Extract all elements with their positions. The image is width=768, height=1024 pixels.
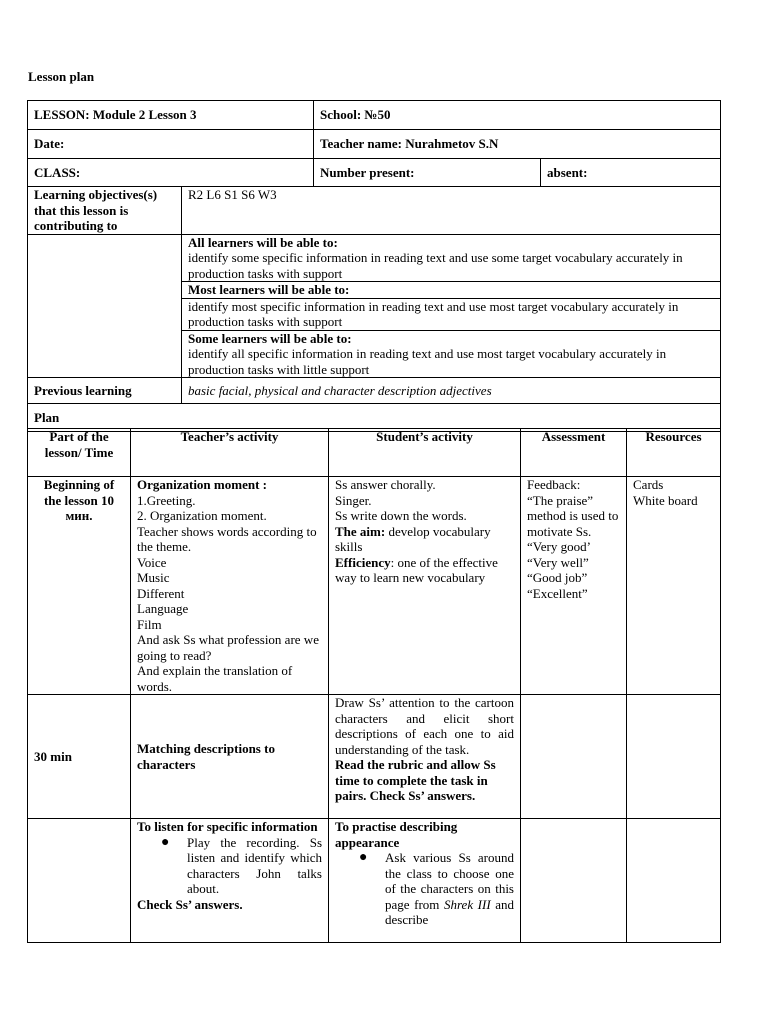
aim-text: develop vocabulary skills (335, 523, 491, 554)
lesson-cell: LESSON: Module 2 Lesson 3 (28, 101, 314, 130)
lesson-header-table (27, 100, 721, 187)
school-cell: School: №50 (314, 101, 721, 130)
row1-teacher-line: And ask Ss what profession are we going to read? (137, 632, 319, 663)
objectives-table (27, 186, 721, 432)
row2-student-text: Draw Ss’ attention to the cartoon characters and elicit short descriptions of each one to aid understanding of the task. (335, 695, 514, 757)
row3-student-title: To practise describing appearance (335, 819, 458, 850)
row1-teacher-line: And explain the translation of words. (137, 663, 293, 694)
table-row (28, 819, 721, 943)
bullet-film-title: Shrek III (443, 896, 491, 912)
row2-teacher: Matching descriptions to characters (131, 695, 329, 819)
row1-teacher-title: Organization moment : (137, 477, 267, 492)
row2-resources-cell (627, 695, 721, 819)
col-student-header: Student’s activity (329, 429, 521, 477)
objectives-spacer-cell (28, 234, 182, 378)
table-row (28, 695, 721, 819)
assessment-line: “Good job” (527, 570, 588, 585)
resource-line: Cards (633, 477, 664, 492)
row1-assessment-cell (521, 477, 627, 695)
all-learners-title: All learners will be able to: (188, 234, 338, 250)
bullet-text-b: and describe (385, 896, 515, 927)
list-item: ● Play the recording. Ss listen and identify which characters John talks about. (161, 835, 322, 897)
assessment-line: “The praise” method is used to motivate Ss. (527, 492, 619, 539)
row1-teacher-line: Different (137, 585, 185, 601)
row1-student-line: Ss answer chorally. (335, 477, 436, 492)
row1-teacher-line: Voice (137, 554, 167, 570)
objectives-codes: R2 L6 S1 S6 W3 (182, 187, 721, 235)
col-resources-header: Resources (627, 429, 721, 477)
col-part-header: Part of the lesson/ Time (28, 429, 131, 477)
row1-student-line: Ss write down the words. (335, 508, 467, 523)
row1-teacher-cell (131, 477, 329, 695)
most-learners-title: Most learners will be able to: (182, 282, 721, 299)
list-item (359, 850, 514, 928)
row3-teacher-title: To listen for specific information (137, 819, 318, 834)
document-title: Lesson plan (28, 69, 95, 84)
previous-learning-text: basic facial, physical and character description adjectives (182, 378, 721, 404)
row2-student-bold: Read the rubric and allow Ss time to complete the task in pairs. Check Ss’ answers. (335, 757, 496, 803)
absent-cell: absent: (541, 159, 721, 187)
some-learners-title: Some learners will be able to: (182, 330, 721, 346)
resource-line: White board (633, 492, 698, 508)
row1-student-line: Singer. (335, 492, 372, 508)
row1-teacher-line: Language (137, 601, 189, 616)
row1-teacher-line: Film (137, 616, 162, 632)
number-present-cell: Number present: (314, 159, 541, 187)
row1-teacher-line: 1.Greeting. (137, 492, 196, 508)
row1-teacher-line: 2. Organization moment. (137, 508, 267, 523)
plan-table (27, 428, 721, 943)
efficiency-label: Efficiency (335, 554, 391, 570)
assessment-line: Feedback: (527, 477, 581, 492)
date-cell: Date: (28, 130, 314, 159)
row3-part (28, 819, 131, 943)
most-learners-text: identify most specific information in reading text and use most target vocabulary accurately in production tasks with support (182, 298, 721, 330)
bullet-text-a: Ask various Ss around the class to choose one of the characters on this page from (385, 850, 514, 912)
assessment-line: “Very good’ (527, 539, 591, 554)
previous-learning-label: Previous learning (28, 378, 182, 404)
row3-teacher-check: Check Ss’ answers. (137, 896, 243, 912)
row3-teacher-cell (131, 819, 329, 943)
row1-resources-cell (627, 477, 721, 695)
row1-student-aim (335, 524, 514, 555)
plan-label: Plan (28, 404, 721, 432)
objectives-label: Learning objectives(s) that this lesson is contributing to (28, 187, 182, 235)
row3-resources-cell (627, 819, 721, 943)
row1-teacher-line: Teacher shows words according to the theme. (137, 523, 317, 554)
row1-teacher-line: Music (137, 570, 170, 585)
class-cell: CLASS: (28, 159, 314, 187)
assessment-line: “Very well” (527, 554, 589, 570)
row2-part: 30 min (28, 695, 131, 819)
assessment-line: “Excellent” (527, 585, 588, 601)
row3-student-cell (329, 819, 521, 943)
teacher-name-cell: Teacher name: Nurahmetov S.N (314, 130, 721, 159)
table-row (28, 477, 721, 695)
row3-teacher-list (137, 835, 322, 897)
row1-student-efficiency (335, 555, 514, 586)
row1-part: Beginning of the lesson 10 мин. (28, 477, 131, 695)
row2-assessment-cell (521, 695, 627, 819)
row3-assessment-cell (521, 819, 627, 943)
all-learners-text: identify some specific information in reading text and use some target vocabulary accurately in production tasks with support (188, 250, 683, 281)
row2-student-cell (329, 695, 521, 819)
aim-label: The aim: (335, 523, 386, 539)
row1-student-cell (329, 477, 521, 695)
some-learners-text: identify all specific information in reading text and use most target vocabulary accurately in production tasks with little support (182, 346, 721, 378)
row3-student-list (335, 850, 514, 928)
col-teacher-header: Teacher’s activity (131, 429, 329, 477)
efficiency-text: : one of the effective way to learn new vocabulary (335, 554, 498, 585)
col-assessment-header: Assessment (521, 429, 627, 477)
